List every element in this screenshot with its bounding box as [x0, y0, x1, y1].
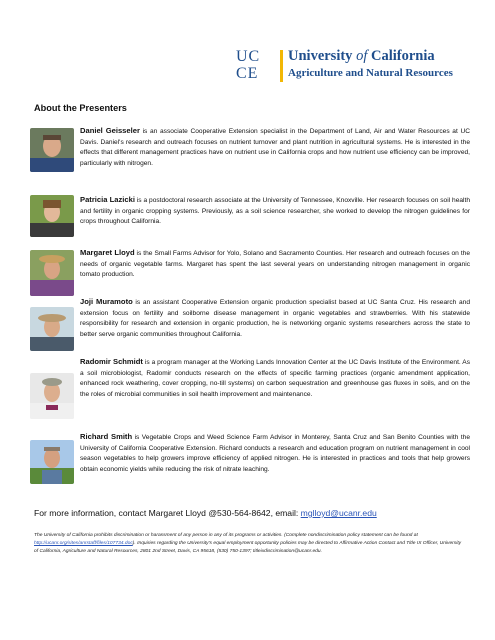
- presenter-photo: [30, 440, 74, 484]
- contact-line: [34, 508, 474, 518]
- presenter-description: is an associate Cooperative Extension specialist in the Department of Land, Air and Water Resources at UC Davis. Daniel's research and outreach focuses on nutrient turnover and plant nutrition in agricultural systems. He is interested in the effects that different management practices have on nutrient use in California crops and how nutrient use efficiency can be improved, particularly with nitrogen.: [80, 128, 470, 167]
- presenter-name: Patricia Lazicki: [80, 195, 135, 204]
- presenter-photo: [30, 307, 74, 351]
- contact-text: For more information, contact Margaret Lloyd @530-564-8642, email:: [34, 508, 301, 518]
- presenter-name: Radomir Schmidt: [80, 357, 143, 366]
- presenter-description: is the Small Farms Advisor for Yolo, Solano and Sacramento Counties. Her research and outreach focuses on the needs of organic vegetable farms. Margaret has spent the last several years on understanding nitrogen management in organic tomato production.: [80, 250, 470, 279]
- logo-department: Agriculture and Natural Resources: [288, 67, 453, 79]
- presenter-photo: [30, 250, 74, 296]
- logo-divider: [280, 50, 283, 82]
- presenter-bio: [80, 432, 470, 475]
- presenter-description: is an assistant Cooperative Extension organic production specialist based at UC Santa Cruz. His research and extension focus on fertility and soilborne disease management in organic vegetables and strawberries. With his statewide responsibility for research and extension in organic production, he is networking organic systems researchers across the state to better serve organic communities throughout California.: [80, 299, 470, 338]
- logo-mark-uc: UC: [236, 48, 261, 65]
- presenter-name: Joji Muramoto: [80, 297, 133, 306]
- presenter-bio: [80, 357, 470, 400]
- ucce-logo-mark: [236, 48, 276, 84]
- presenter-bio: [80, 248, 470, 281]
- presenter-name: Daniel Geisseler: [80, 126, 140, 135]
- logo-name-prefix: University: [288, 48, 357, 64]
- logo-university-name: [288, 48, 435, 65]
- footer-text-part1: The University of California prohibits discrimination or harassment of any person in any of its programs or activities. (Complete nondiscrimination policy statement can be found at: [34, 533, 418, 538]
- presenter-photo: [30, 373, 74, 419]
- presenter-description: is a program manager at the Working Lands Innovation Center at the UC Davis Institute of the Environment. As a soil microbiologist, Radomir conducts research on the effects of specific farming practices (organic amendment application, enhanced rock weathering, cover cropping, no-till systems) on carbon sequestration and greenhouse gas fluxes in soils, and on the the roles of microbial communities in soil health improvement and maintenance.: [80, 359, 470, 398]
- presenter-photo: [30, 195, 74, 237]
- presenter-bio: [80, 297, 470, 340]
- contact-email-link[interactable]: mglloyd@ucanr.edu: [300, 508, 377, 518]
- footer-text-part2: ). Inquiries regarding the University's equal employment opportunity policies may be directed to Affirmative Action Contact and Title IX Officer, University of California, Agriculture and Natural Resources, 2801 2nd Street, Davis, CA 95618, (530) 750-1397; titleixdiscrimination@ucanr.edu.: [34, 541, 462, 555]
- presenter-bio: [80, 195, 470, 228]
- nondiscrimination-statement: [34, 532, 464, 557]
- logo-name-suffix: California: [367, 48, 435, 64]
- section-title: About the Presenters: [34, 103, 127, 113]
- presenter-name: Margaret Lloyd: [80, 248, 135, 257]
- logo-name-of: of: [356, 48, 368, 64]
- presenter-name: Richard Smith: [80, 432, 133, 441]
- presenter-description: is a postdoctoral research associate at the University of Tennessee, Knoxville. Her research focuses on soil health and fertility in organic cropping systems. Previously, as a soil science researcher, she worked to develop the nitrogen guidelines for crops throughout California.: [80, 197, 471, 226]
- ucce-logo: [236, 48, 466, 84]
- presenter-bio: [80, 126, 470, 169]
- logo-mark-ce: CE: [236, 65, 259, 82]
- policy-link[interactable]: http://ucanr.org/sites/anrstaff/files/107734.doc: [34, 541, 133, 547]
- presenter-photo: [30, 128, 74, 172]
- presenter-description: is Vegetable Crops and Weed Science Farm Advisor in Monterey, Santa Cruz and San Benito Counties with the University of California Cooperative Extension. Richard conducts a research and education program on nutrient management in cool season vegetables to help growers improve efficiency of applied nitrogen. He is interested in practices and tools that help growers obtain economic yields while reducing the risk of nitrate leaching.: [80, 434, 470, 473]
